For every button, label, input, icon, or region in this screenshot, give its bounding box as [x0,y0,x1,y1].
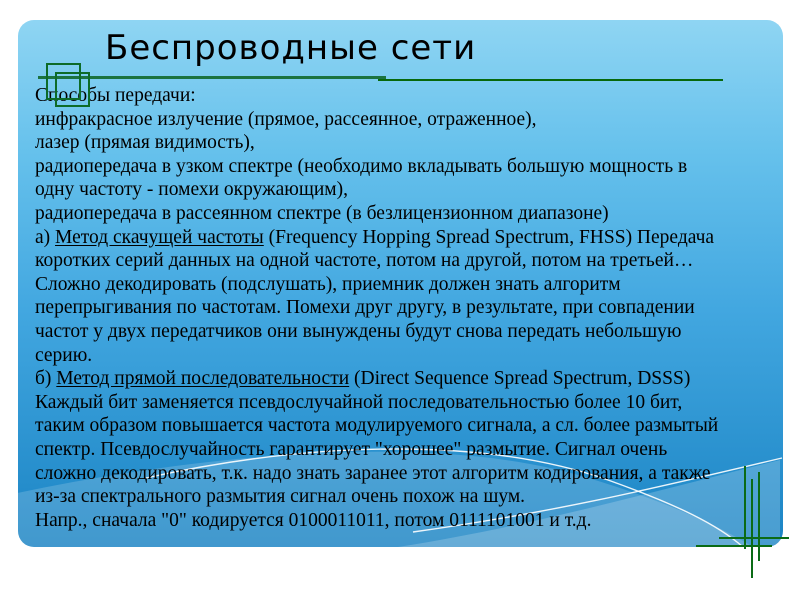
body-line: сложно декодировать, т.к. надо знать заранее этот алгоритм кодирования, а также [35,462,711,484]
body-line: Каждый бит заменяется псевдослучайной последовательностью более 10 бит, [35,391,683,413]
crosshatch-line [719,537,789,539]
slide-title: Беспроводные сети [105,28,477,68]
body-line: перепрыгивания по частотам. Помехи друг другу, в результате, при совпадении [35,297,695,319]
corner-square-decoration [55,72,90,107]
underlined-term: Метод скачущей частоты [55,226,264,248]
body-line: радиопередача в узком спектре (необходимо вкладывать большую мощность в [35,155,688,177]
body-line: коротких серий данных на одной частоте, потом на другой, потом на третьей… [35,250,694,272]
body-line: одну частоту - помехи окружающим), [35,179,348,201]
body-line-dsss [35,367,718,391]
crosshatch-line [758,472,760,561]
title-underline-left [38,76,386,79]
body-line: серию. [35,344,93,366]
crosshatch-line [696,545,772,547]
body-line: радиопередача в рассеянном спектре (в безлицензионном диапазоне) [35,202,609,224]
line-suffix: (Direct Sequence Spread Spectrum, DSSS) [349,368,691,390]
slide-body [35,84,718,532]
slide-panel [18,20,783,547]
body-line-fhss [35,226,718,250]
body-line: из-за спектрального размытия сигнал очень похож на шум. [35,486,526,508]
body-line: инфракрасное излучение (прямое, рассеянное, отраженное), [35,108,537,130]
body-line: спектр. Псевдослучайность гарантирует "хорошее" размытие. Сигнал очень [35,438,668,460]
body-line: таким образом повышается частота модулируемого сигнала, а сл. более размытый [35,415,719,437]
title-underline-right [378,79,723,81]
body-line: лазер (прямая видимость), [35,132,255,154]
crosshatch-line [751,479,753,578]
line-prefix: а) [35,226,56,248]
body-line: частот у двух передатчиков они вынуждены будут снова передать небольшую [35,320,682,342]
body-line: Сложно декодировать (подслушать), приемник должен знать алгоритм [35,273,621,295]
body-line: Способы передачи: [35,85,196,106]
line-suffix: (Frequency Hopping Spread Spectrum, FHSS) Передача [263,226,715,248]
underlined-term: Метод прямой последовательности [56,368,350,390]
line-prefix: б) [35,368,57,390]
body-line: Напр., сначала "0" кодируется 0100011011, потом 0111101001 и т.д. [35,509,592,531]
